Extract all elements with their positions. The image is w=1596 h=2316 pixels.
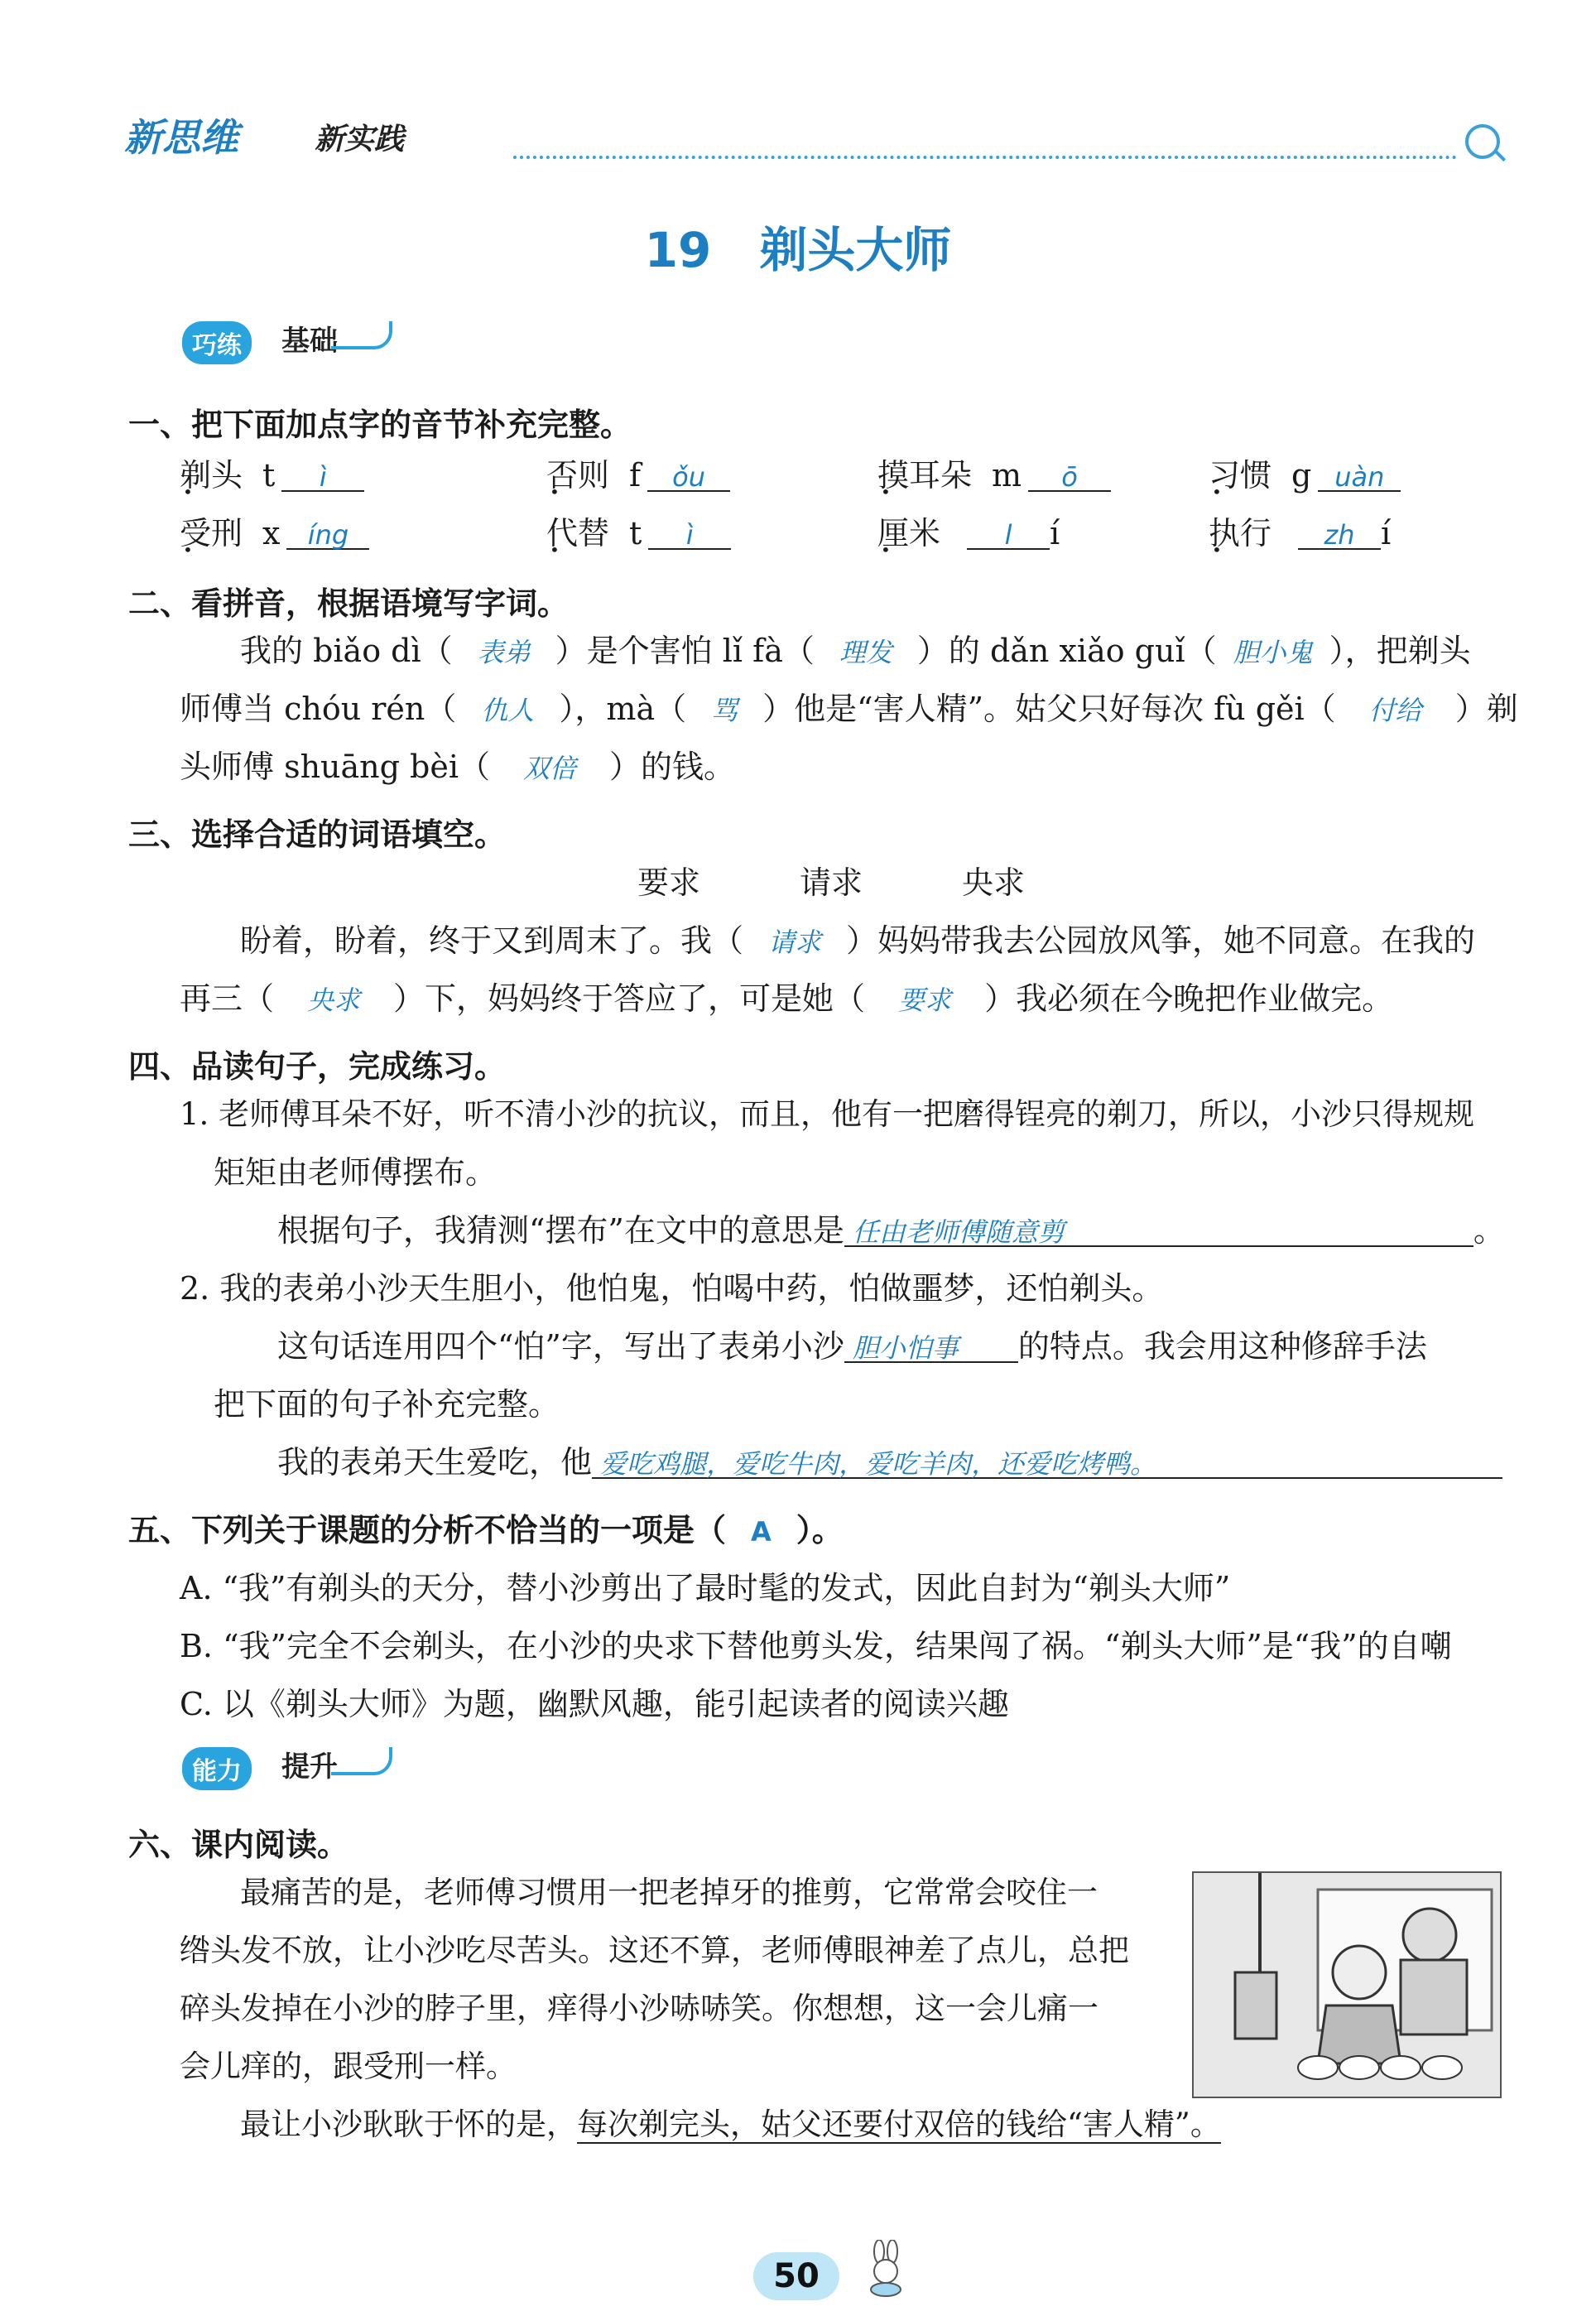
pinyin-item (546, 515, 731, 551)
pinyin-item (1209, 515, 1392, 551)
text: ），把剃头 (1329, 633, 1471, 669)
page-number: 50 (753, 2252, 839, 2300)
q5-option-c: C. 以《剃头大师》为题，幽默风趣，能引起读者的阅读兴趣 (180, 1686, 1009, 1722)
pinyin-prefix: f (629, 457, 642, 494)
answer: 请求 (768, 927, 822, 958)
text: ）的钱。 (609, 749, 736, 785)
answer: l (967, 522, 1050, 550)
answer: 理发 (839, 637, 892, 668)
text: 师傅当 chóu rén（ (180, 691, 457, 727)
section-arc (331, 1747, 392, 1775)
word: 习惯 (1209, 457, 1272, 494)
q2-line-1 (240, 635, 1471, 667)
text: 最让小沙耿耿于怀的是， (240, 2107, 577, 2142)
answer: A (751, 1516, 772, 1548)
word: 剃头 (180, 457, 243, 494)
q2-line-2 (180, 693, 1518, 725)
text: ）的 dǎn xiǎo guǐ（ (916, 633, 1217, 669)
answer: 付给 (1368, 695, 1422, 726)
word: 厘米 (877, 515, 941, 551)
text: ）妈妈带我去公园放风筝，她不同意。在我的 (846, 922, 1476, 959)
q6-heading: 六、课内阅读。 (128, 1827, 349, 1863)
text: ）是个害怕 lǐ fà（ (555, 633, 815, 669)
pinyin-prefix: g (1291, 457, 1312, 494)
underlined-text: 每次剃完头，姑父还要付双倍的钱给“害人精”。 (577, 2107, 1221, 2142)
section-badge: 能力 (182, 1747, 252, 1790)
text: 我的表弟天生爱吃，他 (277, 1444, 593, 1481)
option: 央求 (962, 864, 1026, 901)
text: 五、下列关于课题的分析不恰当的一项是（ (128, 1512, 727, 1548)
q6-para-line: 碎头发掉在小沙的脖子里，痒得小沙哧哧笑。你想想，这一会儿痛一 (180, 1991, 1098, 2026)
q4-q2-cont: 把下面的句子补充完整。 (214, 1386, 560, 1423)
text: 的特点。我会用这种修辞手法 (1017, 1328, 1427, 1365)
option: 要求 (637, 864, 701, 901)
pinyin-item (546, 457, 730, 494)
answer: 表弟 (477, 637, 531, 668)
text: ），mà（ (559, 691, 687, 727)
rabbit-icon (861, 2240, 911, 2298)
pinyin-item (1209, 457, 1401, 494)
q6-para-2 (240, 2109, 1221, 2140)
answer: ì (648, 522, 731, 550)
answer: 任由老师傅随意剪 (844, 1219, 1473, 1247)
brand-title: 新思维 (124, 115, 238, 160)
pinyin-suffix: í (1050, 515, 1060, 551)
q3-heading: 三、选择合适的词语填空。 (128, 816, 507, 853)
word: 否则 (546, 457, 610, 494)
q5-heading (128, 1505, 844, 1550)
section-word: 基础 (281, 325, 338, 358)
brand-subtitle: 新实践 (315, 122, 405, 156)
q4-q3 (277, 1444, 1502, 1481)
text: 头师傅 shuāng bèi（ (180, 749, 491, 785)
mascot-icon (124, 83, 207, 108)
text: 根据句子，我猜测“摆布”在文中的意思是 (277, 1212, 844, 1249)
q3-line-2 (180, 980, 1394, 1017)
text: ）他是“害人精”。姑父只好每次 fù gěi（ (762, 691, 1336, 727)
q5-option-a: A. “我”有剃头的天分，替小沙剪出了最时髦的发式，因此自封为“剃头大师” (180, 1570, 1231, 1606)
q2-line-3 (180, 749, 736, 785)
pinyin-item (877, 457, 1111, 494)
text: ）我必须在今晚把作业做完。 (984, 980, 1394, 1017)
answer: 双倍 (523, 753, 577, 784)
section-badge: 巧练 (182, 321, 252, 364)
text: 我的 biǎo dì（ (240, 633, 453, 669)
q4-sentence-1-cont: 矩矩由老师傅摆布。 (214, 1154, 498, 1191)
text: 盼着，盼着，终于又到周末了。我（ (240, 922, 744, 959)
answer: uàn (1318, 464, 1401, 492)
q6-para-line: 绺头发不放，让小沙吃尽苦头。这还不算，老师傅眼神差了点儿，总把 (180, 1933, 1129, 1968)
word: 受刑 (180, 515, 243, 551)
answer: zh (1298, 522, 1381, 550)
barber-illustration (1192, 1871, 1502, 2098)
q3-options (637, 864, 1026, 901)
answer: 爱吃鸡腿，爱吃牛肉，爱吃羊肉，还爱吃烤鸭。 (592, 1451, 1502, 1479)
answer: 央求 (307, 985, 361, 1016)
pinyin-item (877, 515, 1060, 551)
q5-option-b: B. “我”完全不会剃头，在小沙的央求下替他剪头发，结果闯了祸。“剃头大师”是“我”的自嘲 (180, 1628, 1452, 1664)
text: 再三（ (180, 980, 275, 1017)
q2-heading: 二、看拼音，根据语境写字词。 (128, 585, 570, 622)
q4-heading: 四、品读句子，完成练习。 (128, 1048, 507, 1085)
answer: 胆小鬼 (1233, 637, 1313, 668)
answer: ì (281, 464, 364, 492)
q6-para-line: 会儿痒的，跟受刑一样。 (180, 2049, 517, 2084)
word: 代替 (546, 515, 610, 551)
text: ）。 (796, 1512, 844, 1548)
option: 请求 (800, 864, 863, 901)
section-ability (132, 1739, 397, 1789)
answer: ō (1028, 464, 1111, 492)
answer: 仇人 (481, 695, 535, 726)
pinyin-item (180, 515, 369, 551)
pinyin-suffix: í (1381, 515, 1392, 551)
q1-heading: 一、把下面加点字的音节补充完整。 (128, 407, 632, 443)
word: 摸耳朵 (877, 457, 973, 494)
text: ）下，妈妈终于答应了，可是她（ (393, 980, 866, 1017)
answer: ǒu (647, 464, 730, 492)
text: ）剃 (1454, 691, 1518, 727)
pinyin-item (180, 457, 364, 494)
q6-para-line: 最痛苦的是，老师傅习惯用一把老掉牙的推剪，它常常会咬住一 (240, 1875, 1098, 1910)
q4-sentence-2: 2. 我的表弟小沙天生胆小，他怕鬼，怕喝中药，怕做噩梦，还怕剃头。 (180, 1270, 1164, 1307)
pinyin-prefix: t (262, 457, 276, 494)
text: 。 (1473, 1212, 1505, 1249)
q3-line-1 (240, 922, 1476, 959)
answer: 骂 (711, 695, 738, 726)
answer: 胆小怕事 (844, 1335, 1018, 1363)
section-basic (132, 313, 397, 363)
q4-q1 (277, 1212, 1505, 1249)
q4-q2 (277, 1328, 1427, 1365)
q4-sentence-1: 1. 老师傅耳朵不好，听不清小沙的抗议，而且，他有一把磨得锃亮的剃刀，所以，小沙只得规规 (180, 1096, 1475, 1132)
pinyin-prefix: x (262, 515, 281, 551)
section-word: 提升 (281, 1750, 338, 1784)
pinyin-prefix: t (629, 515, 642, 551)
pinyin-prefix: m (992, 457, 1022, 494)
header-divider (513, 156, 1457, 159)
section-arc (331, 321, 392, 349)
page-title: 19 剃头大师 (644, 222, 952, 278)
answer: íng (286, 522, 369, 550)
answer: 要求 (898, 985, 952, 1016)
word: 执行 (1209, 515, 1272, 551)
search-icon (1465, 124, 1500, 159)
text: 这句话连用四个“怕”字，写出了表弟小沙 (277, 1328, 844, 1365)
